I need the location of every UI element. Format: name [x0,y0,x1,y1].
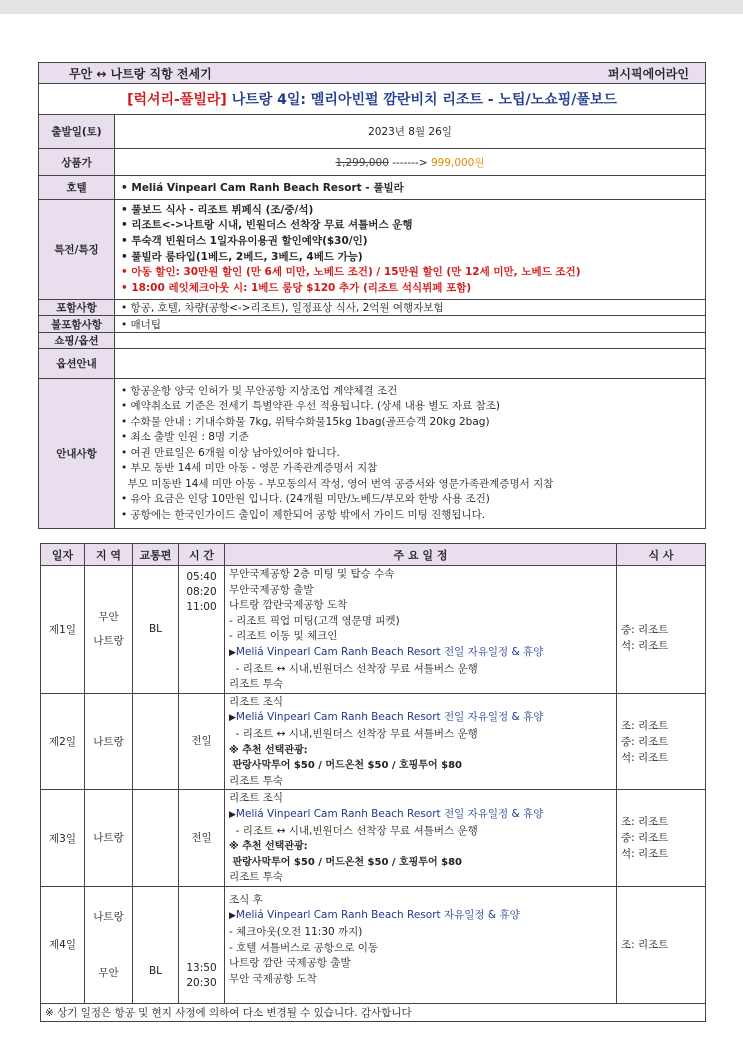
header-cell [39,63,706,84]
meal-label: 중: 리조트 [621,832,669,845]
guide-item: • 예약취소료 기준은 전세기 특별약관 우선 적용됩니다. (상세 내용 별도 자료 참조) [121,400,501,413]
title-text: 나트랑 4일: 멜리아빈펄 깜란비치 리조트 - 노팁/노쇼핑/풀보드 [231,92,617,108]
schedule-body [41,566,706,1004]
itinerary-line: 나트랑 깜란 국제공항 출발 [229,957,351,970]
feature-item: • 풀빌라 룸타입(1베드, 2베드, 3베드, 4베드 가능) [121,250,363,263]
title-cell [39,84,706,115]
optional-tour-line: ※ 추천 선택관광: [229,841,308,853]
price-cell [115,149,706,176]
hotel-row [39,176,706,200]
exclude-label: 불포함사항 [39,316,115,333]
option-label: 옵션안내 [39,349,115,379]
triangle-bullet-icon: ▶ [229,911,236,922]
time-label: 20:30 [186,976,217,989]
region-label: 나트랑 [93,735,124,748]
itinerary-cell [225,566,617,694]
guide-item: • 항공운항 양국 인허가 및 무안공항 지상조업 계약체결 조건 [121,384,398,397]
day-cell [41,790,85,887]
price-row [39,149,706,176]
feature-item: • 풀보드 식사 - 리조트 뷔페식 (조/중/석) [121,203,314,216]
footer-note: ※ 상기 일정은 항공 및 현지 사정에 의하여 다소 변경될 수 있습니다. 감사합니다 [41,1003,706,1021]
itinerary-line: - 리조트 이동 및 체크인 [229,630,338,643]
time-label: 전일 [191,735,212,748]
route-title: 무안 ↔ 나트랑 직항 전세기 [69,66,212,81]
schedule-day-row [41,693,706,790]
schedule-table [40,543,706,1022]
meal-label: 석: 리조트 [621,640,669,653]
shopping-row [39,333,706,349]
col-time: 시 간 [179,544,225,566]
itinerary-line: - 리조트 ↔ 시내,빈원더스 선착장 무료 셔틀버스 운행 [229,727,478,740]
resort-itinerary-text: Meliá Vinpearl Cam Ranh Beach Resort 전일 자유일정 & 휴양 [235,711,544,724]
resort-itinerary-line [229,645,612,662]
resort-itinerary-text: Meliá Vinpearl Cam Ranh Beach Resort 전일 자유일정 & 휴양 [235,645,544,658]
price-new: 999,000원 [430,156,485,169]
itinerary-line: 리조트 투숙 [229,871,284,884]
itinerary-line: - 리조트 ↔ 시내,빈원더스 선착장 무료 셔틀버스 운행 [229,662,478,675]
guide-cell [115,379,706,529]
region-label: 무안 [98,966,119,979]
transport-label: BL [148,964,163,977]
header-row [39,63,706,84]
option-row [39,349,706,379]
itinerary-line: 무안국제공항 출발 [229,583,314,596]
transport-cell [133,693,179,790]
guide-item: • 수화물 안내 : 기내수화물 7kg, 위탁수화물15kg 1bag(골프승객 20kg 2bag) [121,415,490,428]
col-day: 일자 [41,544,85,566]
price-label: 상품가 [39,149,115,176]
time-label: 전일 [191,831,212,844]
guide-row [39,379,706,529]
schedule-block [40,543,706,1022]
itinerary-line: 무안국제공항 2층 미팅 및 탑승 수속 [229,568,395,580]
region-label: 무안 [98,611,119,624]
region-label: 나트랑 [93,832,124,845]
top-gray-bar [0,0,743,14]
title-row [39,84,706,115]
schedule-day-row [41,790,706,887]
day-label: 제4일 [49,939,76,952]
itinerary-line: - 리조트 픽업 미팅(고객 영문명 피켓) [229,614,400,627]
hotel-label: 호텔 [39,176,115,200]
triangle-bullet-icon: ▶ [229,713,236,724]
time-label: 05:40 [186,571,217,583]
itinerary-cell [225,790,617,887]
region-label: 나트랑 [93,910,124,923]
triangle-bullet-icon: ▶ [229,647,236,658]
col-meal: 식 사 [617,544,706,566]
day-cell [41,566,85,694]
footer-row [41,1003,706,1021]
price-old: 1,299,000 [335,156,389,169]
col-transport: 교통편 [133,544,179,566]
guide-item: • 최소 출발 인원 : 8명 기준 [121,431,249,444]
day-label: 제2일 [49,736,76,749]
day-label: 제1일 [49,623,76,636]
col-itinerary: 주 요 일 정 [225,544,617,566]
transport-label: BL [148,623,163,636]
resort-itinerary-line [229,710,612,727]
include-label: 포함사항 [39,300,115,316]
feature-item: • 리조트<->나트랑 시내, 빈원더스 선착장 무료 셔틀버스 운행 [121,219,413,232]
itinerary-line: 무안 국제공항 도착 [229,972,317,985]
time-cell [179,886,225,1003]
tour-sheet [38,62,706,529]
region-cell [85,566,133,694]
feature-row [39,200,706,300]
triangle-bullet-icon: ▶ [229,809,236,820]
shopping-label: 쇼핑/옵션 [39,333,115,349]
region-cell [85,886,133,1003]
departure-label: 출발일(토) [39,115,115,149]
time-cell [179,790,225,887]
exclude-row [39,316,706,333]
resort-itinerary-text: Meliá Vinpearl Cam Ranh Beach Resort 전일 자유일정 & 휴양 [235,807,544,820]
guide-item: • 유아 요금은 인당 10만원 입니다. (24개월 미만/노베드/부모와 한방 사용 조건) [121,493,490,506]
meal-label: 석: 리조트 [621,848,669,861]
meal-cell [617,693,706,790]
exclude-value: • 매너팁 [115,316,706,333]
transport-cell [133,886,179,1003]
resort-itinerary-line [229,807,612,824]
day-cell [41,693,85,790]
region-cell [85,693,133,790]
meal-label: 석: 리조트 [621,751,669,764]
feature-label: 특전/특징 [39,200,115,300]
time-cell [179,693,225,790]
guide-label: 안내사항 [39,379,115,529]
optional-tour-line: ※ 추천 선택관광: [229,744,308,756]
option-value [115,349,706,379]
itinerary-cell [225,886,617,1003]
meal-label: 조: 리조트 [621,938,669,951]
transport-cell [133,566,179,694]
hotel-value: • Meliá Vinpearl Cam Ranh Beach Resort - 풀빌라 [115,176,706,200]
itinerary-line: 나트랑 깜란국제공항 도착 [229,599,348,612]
shopping-value [115,333,706,349]
day-cell [41,886,85,1003]
meal-label: 조: 리조트 [621,719,669,732]
itinerary-line: - 호텔 셔틀버스로 공항으로 이동 [229,941,378,954]
day-label: 제3일 [49,832,76,845]
optional-tour-line: 판랑사막투어 $50 / 머드온천 $50 / 호핑투어 $80 [229,856,463,868]
optional-tour-line: 판랑사막투어 $50 / 머드온천 $50 / 호핑투어 $80 [229,760,463,772]
itinerary-line: 리조트 조식 [229,792,284,805]
transport-cell [133,790,179,887]
itinerary-line: 조식 후 [229,893,263,906]
feature-item-late-checkout: • 18:00 레잇체크아웃 시: 1베드 룸당 $120 추가 (리조트 석식뷔페 포함) [121,281,472,294]
schedule-day-row [41,886,706,1003]
itinerary-line: 리조트 조식 [229,695,284,708]
resort-itinerary-text: Meliá Vinpearl Cam Ranh Beach Resort 자유일정 & 휴양 [235,909,520,922]
resort-itinerary-line [229,908,612,925]
feature-cell [115,200,706,300]
airline-name: 퍼시픽에어라인 [607,66,689,81]
time-label: 13:50 [186,961,217,974]
title-tag: [럭셔리-풀빌라] [127,92,227,108]
itinerary-line: - 리조트 ↔ 시내,빈원더스 선착장 무료 셔틀버스 운행 [229,824,478,837]
departure-row [39,115,706,149]
time-label: 11:00 [186,601,217,613]
meal-cell [617,566,706,694]
time-cell [179,566,225,694]
itinerary-line: 리조트 투숙 [229,774,284,787]
col-region: 지 역 [85,544,133,566]
time-label: 08:20 [186,586,217,598]
region-cell [85,790,133,887]
region-label: 나트랑 [93,635,124,648]
price-arrow: -------> [392,156,428,169]
guide-item: • 공항에는 한국인가이드 출입이 제한되어 공항 밖에서 가이드 미팅 진행됩니다. [121,508,486,521]
info-table [38,62,706,529]
itinerary-cell [225,693,617,790]
feature-item: • 투숙객 빈원더스 1일자유이용권 할인예약($30/인) [121,234,368,247]
itinerary-line: 리조트 투숙 [229,678,284,691]
guide-item: 부모 미동반 14세 미만 아동 - 부모동의서 작성, 영어 번역 공증서와 영문가족관계증명서 지참 [121,477,554,490]
meal-cell [617,886,706,1003]
include-row [39,300,706,316]
meal-label: 중: 리조트 [621,735,669,748]
feature-item-child-discount: • 아동 할인: 30만원 할인 (만 6세 미만, 노베드 조건) / 15만원 할인 (만 12세 미만, 노베드 조건) [121,266,581,279]
meal-label: 조: 리조트 [621,816,669,829]
schedule-day-row [41,566,706,694]
meal-label: 중: 리조트 [621,624,669,637]
schedule-header-row [41,544,706,566]
guide-item: • 부모 동반 14세 미만 아동 - 영문 가족관계증명서 지참 [121,462,378,475]
departure-value: 2023년 8월 26일 [115,115,706,149]
itinerary-line: - 체크아웃(오전 11:30 까지) [229,926,363,939]
include-value: • 항공, 호텔, 차량(공항<->리조트), 일정표상 식사, 2억원 여행자보험 [115,300,706,316]
guide-item: • 여권 만료일은 6개월 이상 남아있어야 합니다. [121,446,340,459]
meal-cell [617,790,706,887]
